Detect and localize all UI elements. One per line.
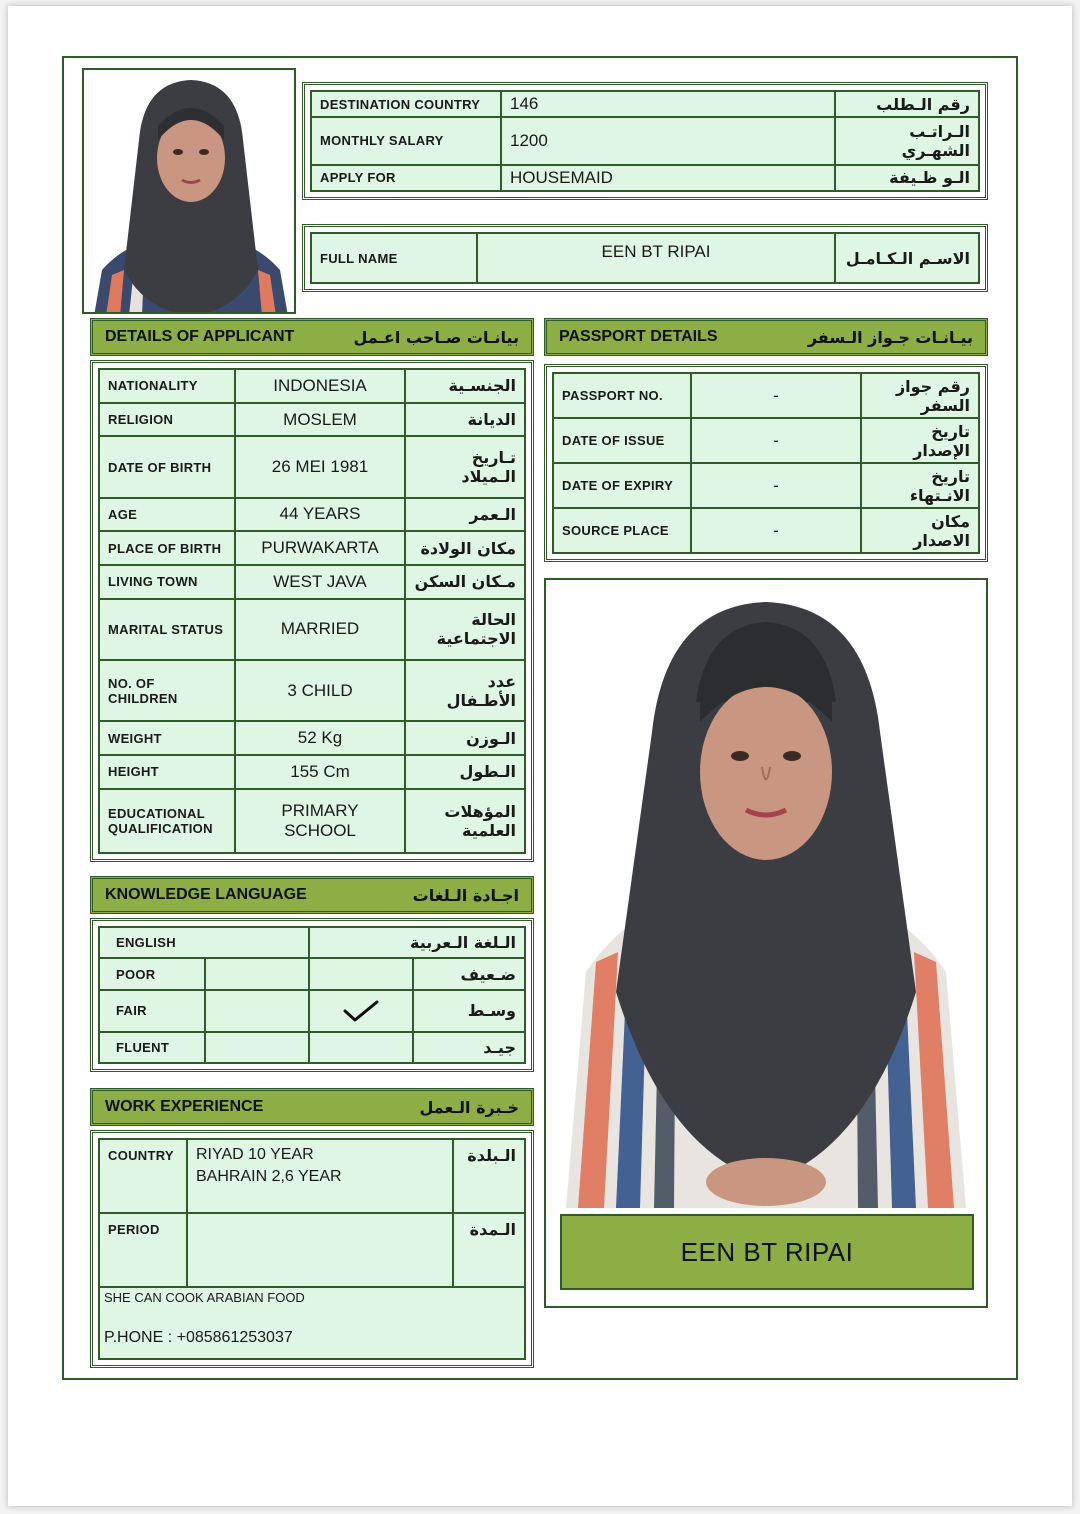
applicant-label-ar: الـعمر xyxy=(405,498,525,532)
passport-value: - xyxy=(691,373,861,418)
english-label: ENGLISH xyxy=(99,927,309,958)
work-period-value xyxy=(187,1213,453,1287)
work-country-ar: الـبلدة xyxy=(453,1139,525,1213)
applicant-label-ar: عدد الأطـفال xyxy=(405,660,525,721)
phone-number: P.HONE : +085861253037 xyxy=(104,1329,293,1346)
applicant-row xyxy=(99,565,525,599)
english-fluent-cell xyxy=(205,1032,309,1063)
applicant-label-ar: الـوزن xyxy=(405,721,525,755)
arabic-fluent-cell xyxy=(309,1032,413,1063)
passport-value: - xyxy=(691,463,861,508)
arabic-fair-cell xyxy=(309,990,413,1032)
level-fluent-label: FLUENT xyxy=(99,1032,205,1063)
applicant-row xyxy=(99,755,525,789)
work-country-value xyxy=(187,1139,453,1213)
work-period-ar: الـمدة xyxy=(453,1213,525,1287)
work-table xyxy=(90,1130,534,1368)
passport-label-ar: رقم جواز السفر xyxy=(861,373,979,418)
applicant-row xyxy=(99,531,525,565)
full-name-ar: الاسـم الـكـامـل xyxy=(835,233,979,283)
passport-row xyxy=(553,418,979,463)
passport-row xyxy=(553,508,979,553)
applicant-label-ar: المؤهلات العلمية xyxy=(405,789,525,853)
work-notes-cell xyxy=(99,1287,525,1359)
applicant-section-header xyxy=(90,318,534,356)
passport-table xyxy=(544,364,988,562)
applicant-label: LIVING TOWN xyxy=(99,565,235,599)
applicant-label: DATE OF BIRTH xyxy=(99,436,235,497)
full-name-value: EEN BT RIPAI xyxy=(477,233,835,283)
work-country-line-1: RIYAD 10 YEAR xyxy=(196,1146,314,1163)
applicant-label-ar: تـاريخ الـميلاد xyxy=(405,436,525,497)
monthly-salary-label: MONTHLY SALARY xyxy=(311,117,501,165)
applicant-value: 26 MEI 1981 xyxy=(235,436,405,497)
applicant-label: RELIGION xyxy=(99,403,235,437)
applicant-label: MARITAL STATUS xyxy=(99,599,235,660)
work-country-label: COUNTRY xyxy=(99,1139,187,1213)
applicant-value: PURWAKARTA xyxy=(235,531,405,565)
destination-country-label: DESTINATION COUNTRY xyxy=(311,91,501,117)
checkmark-icon xyxy=(341,998,381,1024)
passport-label: DATE OF ISSUE xyxy=(553,418,691,463)
applicant-value: MARRIED xyxy=(235,599,405,660)
applicant-value: WEST JAVA xyxy=(235,565,405,599)
passport-value: - xyxy=(691,508,861,553)
applicant-label: AGE xyxy=(99,498,235,532)
applicant-value: 3 CHILD xyxy=(235,660,405,721)
applicant-label-ar: الجنسـية xyxy=(405,369,525,403)
passport-label: SOURCE PLACE xyxy=(553,508,691,553)
english-poor-cell xyxy=(205,958,309,989)
apply-for-ar: الـو ظـيفة xyxy=(835,165,979,191)
english-fair-cell xyxy=(205,990,309,1032)
level-fluent-ar: جيـد xyxy=(413,1032,525,1063)
applicant-row xyxy=(99,660,525,721)
passport-title-ar: بيـانـات جـواز الـسفر xyxy=(807,327,973,347)
work-section-header xyxy=(90,1088,534,1126)
applicant-label: NO. OF CHILDREN xyxy=(99,660,235,721)
destination-country-ar: رقم الـطلب xyxy=(835,91,979,117)
arabic-poor-cell xyxy=(309,958,413,989)
passport-label-ar: مكان الاصدار xyxy=(861,508,979,553)
applicant-label: EDUCATIONAL QUALIFICATION xyxy=(99,789,235,853)
applicant-label-ar: الديانة xyxy=(405,403,525,437)
passport-row xyxy=(553,373,979,418)
passport-label: PASSPORT NO. xyxy=(553,373,691,418)
monthly-salary-ar: الـراتـب الشهـري xyxy=(835,117,979,165)
monthly-salary-value: 1200 xyxy=(501,117,835,165)
arabic-label: الـلغة الـعربية xyxy=(309,927,525,958)
full-name-table xyxy=(302,224,988,292)
applicant-row xyxy=(99,403,525,437)
level-fair-label: FAIR xyxy=(99,990,205,1032)
applicant-label-ar: الـطول xyxy=(405,755,525,789)
applicant-value: INDONESIA xyxy=(235,369,405,403)
language-table xyxy=(90,918,534,1072)
applicant-label: HEIGHT xyxy=(99,755,235,789)
applicant-label-ar: الحالة الاجتماعية xyxy=(405,599,525,660)
full-name-label: FULL NAME xyxy=(311,233,477,283)
name-banner: EEN BT RIPAI xyxy=(560,1214,974,1290)
work-note: SHE CAN COOK ARABIAN FOOD xyxy=(104,1290,305,1305)
applicant-title-ar: بيانـات صـاحب اعـمل xyxy=(353,327,519,347)
applicant-row xyxy=(99,789,525,853)
work-period-label: PERIOD xyxy=(99,1213,187,1287)
portrait-small-image xyxy=(84,70,296,314)
language-title-ar: اجـادة الـلغات xyxy=(412,885,519,905)
language-section-header xyxy=(90,876,534,914)
language-title: KNOWLEDGE LANGUAGE xyxy=(105,886,307,903)
applicant-label-ar: مكان الولادة xyxy=(405,531,525,565)
work-title: WORK EXPERIENCE xyxy=(105,1098,264,1115)
apply-for-value: HOUSEMAID xyxy=(501,165,835,191)
applicant-value: MOSLEM xyxy=(235,403,405,437)
applicant-row xyxy=(99,498,525,532)
applicant-table xyxy=(90,360,534,862)
applicant-label: PLACE OF BIRTH xyxy=(99,531,235,565)
passport-value: - xyxy=(691,418,861,463)
level-poor-ar: ضـعيف xyxy=(413,958,525,989)
applicant-value: 44 YEARS xyxy=(235,498,405,532)
top-info-table xyxy=(302,82,988,200)
destination-country-value: 146 xyxy=(501,91,835,117)
applicant-row xyxy=(99,599,525,660)
applicant-row xyxy=(99,369,525,403)
applicant-value: 155 Cm xyxy=(235,755,405,789)
passport-row xyxy=(553,463,979,508)
passport-label-ar: تاريخ الانـتهاء xyxy=(861,463,979,508)
applicant-row xyxy=(99,721,525,755)
applicant-value: PRIMARY SCHOOL xyxy=(235,789,405,853)
passport-label-ar: تاريخ الإصدار xyxy=(861,418,979,463)
level-fair-ar: وسـط xyxy=(413,990,525,1032)
passport-label: DATE OF EXPIRY xyxy=(553,463,691,508)
level-poor-label: POOR xyxy=(99,958,205,989)
work-title-ar: خـبرة الـعمل xyxy=(419,1097,519,1117)
portrait-large-image xyxy=(556,592,976,1208)
work-country-line-2: BAHRAIN 2,6 YEAR xyxy=(196,1168,342,1185)
applicant-label: WEIGHT xyxy=(99,721,235,755)
applicant-label-ar: مـكان السكن xyxy=(405,565,525,599)
applicant-title: DETAILS OF APPLICANT xyxy=(105,328,295,345)
passport-section-header xyxy=(544,318,988,356)
applicant-photo-large xyxy=(556,592,976,1208)
apply-for-label: APPLY FOR xyxy=(311,165,501,191)
applicant-photo-small xyxy=(82,68,296,314)
applicant-label: NATIONALITY xyxy=(99,369,235,403)
applicant-row xyxy=(99,436,525,497)
passport-title: PASSPORT DETAILS xyxy=(559,328,718,345)
applicant-value: 52 Kg xyxy=(235,721,405,755)
